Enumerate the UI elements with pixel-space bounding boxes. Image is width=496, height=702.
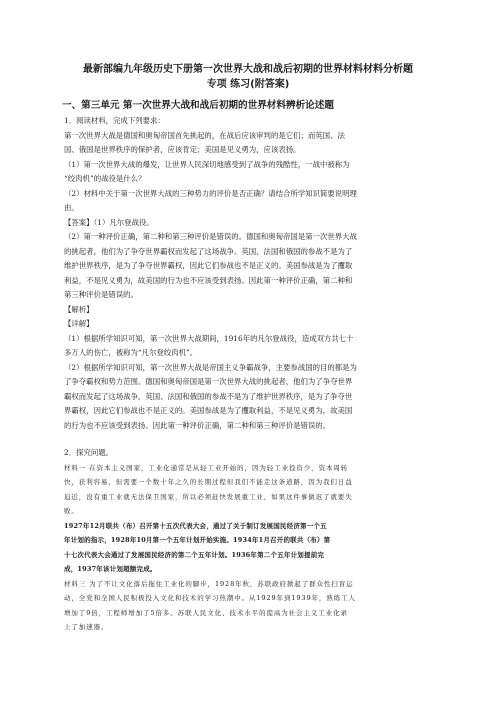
q1-line: 第一次世界大战是德国和奥匈帝国首先挑起的，在战后应该审判的是它们；而英国、法 xyxy=(64,130,345,140)
q2-material-1-line: 败。 xyxy=(64,507,79,515)
q1-line: “绞肉机”的战役是什么？ xyxy=(64,174,146,183)
q2-material-3-line: 材料三 为了不让文化落后拖住工业化的脚步，1928年秋，苏联政府掀起了群众性扫盲运 xyxy=(64,579,354,588)
q1-line: （2）第一种评价正确，第二种和第三种评价是错误的。德国和奥匈帝国是第一次世界大战 xyxy=(64,232,357,241)
q2-material-1-line: 迫近，没有重工业就无法保卫国家，所以必须赶快发展重工业，如果这件事做迟了就要失 xyxy=(64,492,353,501)
q1-detail-label: 【详解】 xyxy=(64,319,94,328)
q2-material-3-line: 增加了9倍，工程师增加了5倍多。苏联人民文化、技术水平的提高为社会主义工业化录 xyxy=(64,608,348,617)
q1-line: 界霸权，因此它们参战也不是正义的。美国参战是为了攫取利益，不是见义勇为，故美国 xyxy=(64,406,353,415)
q1-line: 利益，不是见义勇为，故美国的行为也不应该受到表扬。因此第一种评价正确，第二种和 xyxy=(64,275,353,285)
q1-line: 的挑起者，他们为了争夺世界霸权而发起了这场战争。英国、法国和俄国的参战不是为了 xyxy=(64,246,353,256)
q1-line: （2）根据所学知识可知，第一次世界大战是帝国主义争霸战争，主要参战国的目的都是为 xyxy=(64,362,357,372)
question-1 xyxy=(64,114,436,433)
q2-material-2-line: 年计划的指示，1928年10月第一个五年计划开始实施。1934年1月召开的联共（布）第 xyxy=(64,536,331,544)
q2-material-3-line: 动，全党和全国人民积极投入文化和技术的学习热潮中。从1929年到1939年，熟练工人 xyxy=(64,594,356,602)
q1-line: 国、俄国是世界秩序的保护者，应该肯定；美国是见义勇为，应该表扬。 xyxy=(64,145,301,154)
q2-heading: 2．探究问题。 xyxy=(64,448,114,457)
q1-line: 多万人的伤亡，被称为“凡尔登绞肉机”。 xyxy=(64,348,198,357)
q1-line: 的行为也不应该受到表扬。因此第一种评价正确，第二种和第三种评价是错误的。 xyxy=(64,420,331,430)
q1-line: 霸权而发起了这场战争。英国、法国和俄国的参战不是为了维护世界秩序，是为了争夺世 xyxy=(64,391,353,401)
q2-material-1-line: 材料一 在资本主义国家，工业化通常是从轻工业开始的，因为轻工业投资少，资本周转 xyxy=(64,463,349,472)
q1-analysis-label: 【解析】 xyxy=(64,304,94,314)
q1-line: 了争夺霸权和势力范围。德国和奥匈帝国是第一次世界大战的挑起者，他们为了争夺世界 xyxy=(64,377,353,386)
q1-line: 维护世界秩序，是为了争夺世界霸权，因此它们参战也不是正义的。美国参战是为了攫取 xyxy=(64,261,353,270)
title-line-2: 专项 练习(附答案) xyxy=(206,79,290,90)
q2-material-1-line: 快，获利容易，但需要一个数十年之久的长期过程但我们不能走这条道路，因为我们日益 xyxy=(64,478,353,486)
q1-answer: 【答案】（1）凡尔登战役。 xyxy=(64,217,154,227)
document-title xyxy=(60,62,436,92)
q1-line: （1）第一次世界大战的爆发，让世界人民深切地感受到了战争的残酷性，一战中被称为 xyxy=(64,159,350,169)
q1-line: （2）材料中关于第一次世界大战的三种势力的评价是否正确？请结合所学知识简要说明理 xyxy=(64,188,357,198)
q1-line: （1）根据所学知识可知，第一次世界大战期间，1916年的凡尔登战役，造成双方共七十 xyxy=(64,333,354,343)
q2-material-2-line: 十七次代表大会通过了发展国民经济的第二个五年计划。1936年第二个五年计划提前完 xyxy=(64,550,325,559)
q1-line: 第三种评价是错误的。 xyxy=(64,290,138,299)
question-2 xyxy=(64,446,436,635)
section-heading: 一、第三单元 第一次世界大战和战后初期的世界材料辨析论述题 xyxy=(62,100,334,111)
q1-line: 1．阅读材料，完成下列要求： xyxy=(64,116,165,125)
q2-material-2-line: 成，1937年该计划超额完成。 xyxy=(64,565,157,573)
q1-line: 由。 xyxy=(64,203,79,212)
title-line-1: 最新部编九年级历史下册第一次世界大战和战后初期的世界材料材料分析题 xyxy=(83,64,413,75)
q2-material-2-line: 1927年12月联共（布）召开第十五次代表大会，通过了关于制订发展国民经济第一个五 xyxy=(64,521,327,530)
q2-material-3-line: 上了加速器。 xyxy=(64,623,109,631)
